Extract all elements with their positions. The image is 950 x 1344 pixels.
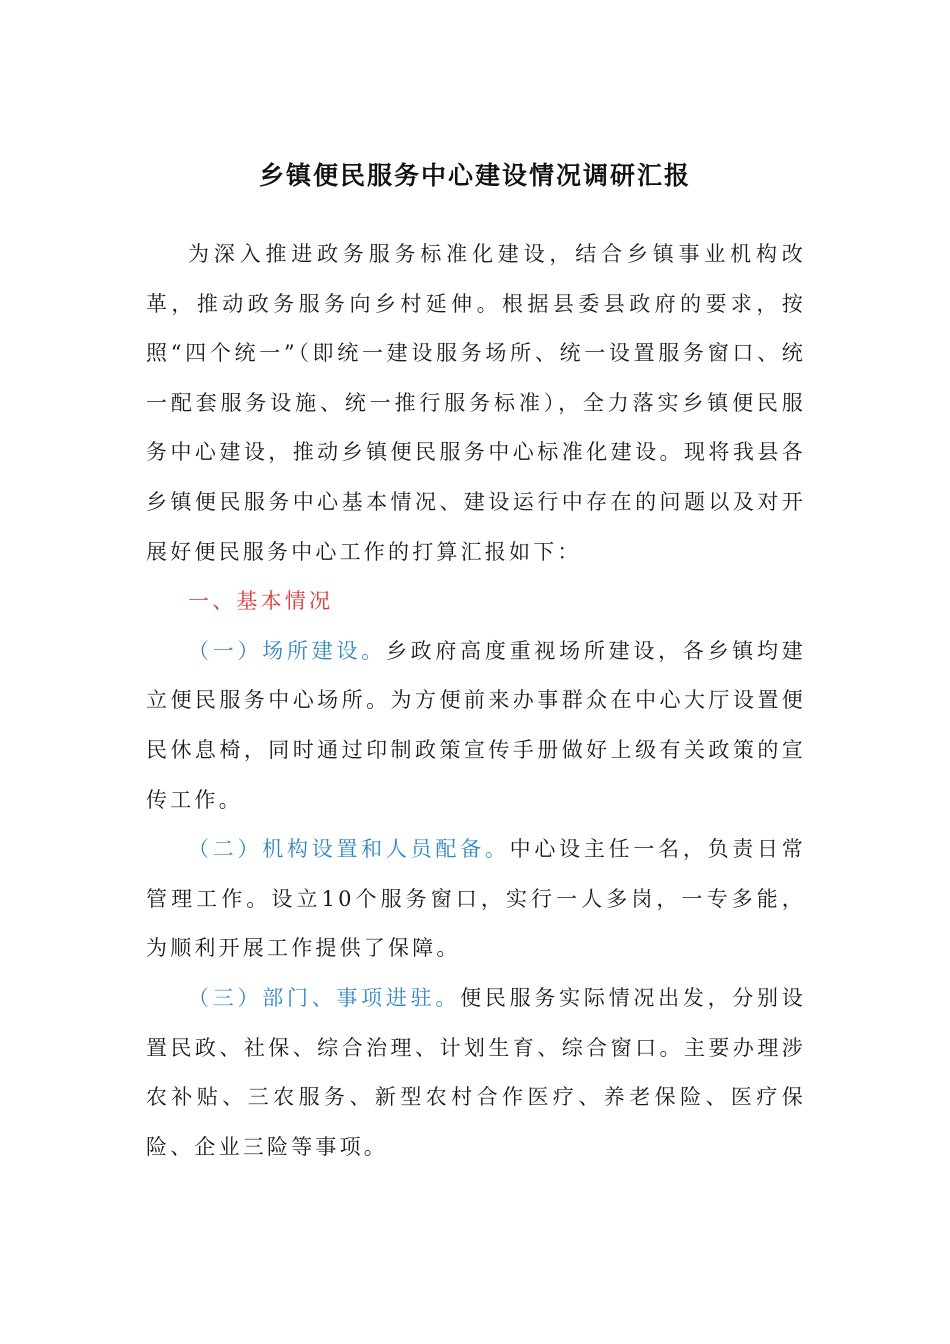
item-paragraph-staffing xyxy=(146,825,806,974)
section-heading xyxy=(146,577,806,627)
item-text-staffing: 中心设主任一名，负责日常管理工作。设立10个服务窗口，实行一人多岗，一专多能，为顺利开展工作提供了保障。 xyxy=(146,837,806,961)
item-heading-venue: （一）场所建设。 xyxy=(188,638,386,663)
section-heading-basic-situation: 一、基本情况 xyxy=(188,589,334,614)
item-paragraph-departments xyxy=(146,974,806,1172)
document-body xyxy=(146,230,806,1172)
item-heading-staffing: （二）机构设置和人员配备。 xyxy=(188,837,510,862)
item-text-venue: 乡政府高度重视场所建设，各乡镇均建立便民服务中心场所。为方便前来办事群众在中心大厅设置便民休息椅，同时通过印制政策宣传手册做好上级有关政策的宣传工作。 xyxy=(146,638,806,812)
item-text-departments: 便民服务实际情况出发，分别设置民政、社保、综合治理、计划生育、综合窗口。主要办理涉农补贴、三农服务、新型农村合作医疗、养老保险、医疗保险、企业三险等事项。 xyxy=(146,985,806,1159)
document-title: 乡镇便民服务中心建设情况调研汇报 xyxy=(258,161,691,190)
intro-paragraph: 为深入推进政务服务标准化建设，结合乡镇事业机构改革，推动政务服务向乡村延伸。根据县委县政府的要求，按照“四个统一”（即统一建设服务场所、统一设置服务窗口、统一配套服务设施、统一推行服务标准），全力落实乡镇便民服务中心建设，推动乡镇便民服务中心标准化建设。现将我县各乡镇便民服务中心基本情况、建设运行中存在的问题以及对开展好便民服务中心工作的打算汇报如下： xyxy=(146,242,806,564)
item-paragraph-venue xyxy=(146,627,806,825)
item-heading-departments: （三）部门、事项进驻。 xyxy=(188,985,461,1010)
